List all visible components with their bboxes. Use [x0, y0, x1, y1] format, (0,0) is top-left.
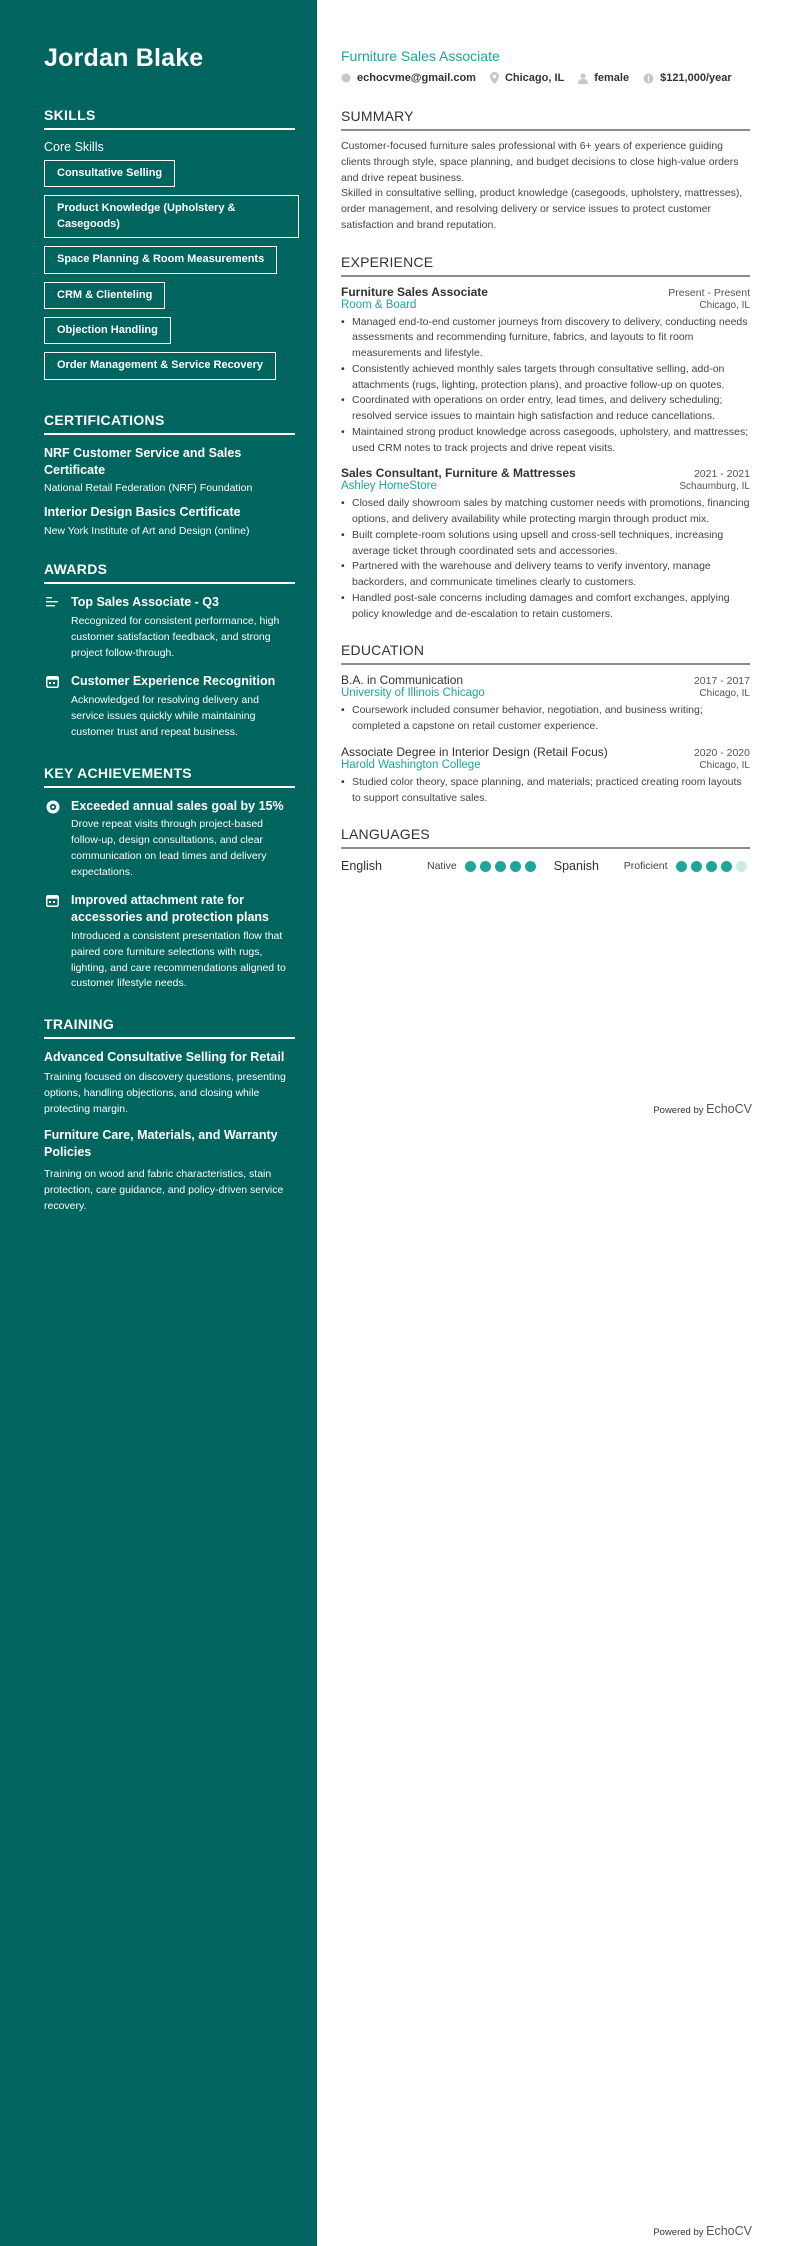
- award-item: [44, 594, 295, 661]
- rating-dot-filled: [510, 861, 521, 872]
- experience-entry: [341, 466, 750, 622]
- achievements-section: [44, 765, 295, 993]
- education-bullets: [341, 775, 750, 807]
- degree-name: Associate Degree in Interior Design (Retail Focus): [341, 744, 608, 759]
- main-content: [317, 0, 794, 2246]
- achievement-desc: Introduced a consistent presentation flow that paired core furniture selections with rugs, lighting, and care recommendations aligned to customer lifestyle needs.: [71, 930, 286, 990]
- contact-location: [490, 72, 564, 84]
- rating-dot-filled: [495, 861, 506, 872]
- school-location: Chicago, IL: [699, 688, 750, 700]
- language-item: [341, 859, 536, 873]
- summary-paragraph: Skilled in consultative selling, product knowledge (casegoods, upholstery, mattresses), order management, and resolving delivery or service issues to protect customer satisfaction and brand reputation.: [341, 187, 743, 231]
- awards-section: [44, 561, 295, 740]
- education-section: [341, 642, 750, 806]
- email-icon: [341, 73, 351, 83]
- gender-text: female: [594, 72, 630, 84]
- language-name: English: [341, 859, 382, 874]
- rating-dot-filled: [480, 861, 491, 872]
- training-heading: TRAINING: [44, 1016, 295, 1039]
- languages-list: [341, 857, 750, 873]
- award-desc: Acknowledged for resolving delivery and service issues quickly while maintaining customer trust and repeat business.: [71, 694, 259, 738]
- contact-salary: [643, 72, 732, 84]
- certification-name: NRF Customer Service and Sales Certificate: [44, 445, 242, 477]
- rating-dot-filled: [525, 861, 536, 872]
- job-bullet: • Consistently achieved monthly sales targets through consultative selling, add-on attachments (rugs, lighting, protection plans), and proactive follow-up on quotes.: [341, 362, 750, 394]
- certification-org: New York Institute of Art and Design (online): [44, 525, 250, 538]
- language-level: Native: [427, 860, 457, 873]
- powered-by-footer: [653, 1102, 752, 1116]
- candidate-name: Jordan Blake: [44, 44, 204, 72]
- language-rating: [676, 861, 747, 872]
- job-bullet: • Maintained strong product knowledge across casegoods, upholstery, and mattresses; used CRM notes to track projects and drive repeat visits.: [341, 425, 750, 457]
- language-name: Spanish: [553, 859, 599, 874]
- achievements-heading: KEY ACHIEVEMENTS: [44, 765, 295, 788]
- skills-section: [44, 107, 295, 388]
- school-name: Harold Washington College: [341, 758, 481, 771]
- experience-heading: EXPERIENCE: [341, 254, 750, 277]
- salary-text: $121,000/year: [660, 72, 732, 84]
- education-bullet: • Studied color theory, space planning, and materials; practiced creating room layouts to support consultative sales.: [341, 775, 750, 807]
- job-bullet: • Closed daily showroom sales by matching customer needs with promotions, financing options, and delivery availability while protecting margin through product mix.: [341, 496, 750, 528]
- rating-dot-filled: [706, 861, 717, 872]
- languages-heading: LANGUAGES: [341, 826, 750, 849]
- language-item: [554, 859, 747, 873]
- award-desc: Recognized for consistent performance, high customer satisfaction feedback, and strong project follow-through.: [71, 615, 280, 659]
- skill-chip: Space Planning & Room Measurements: [44, 246, 277, 273]
- job-dates: Present - Present: [668, 286, 750, 299]
- experience-entry: [341, 285, 750, 457]
- certification-name: Interior Design Basics Certificate: [44, 505, 241, 520]
- powered-by-footer: [653, 2224, 752, 2238]
- training-desc: Training on wood and fabric characteristics, stain protection, care guidance, and policy-driven service recovery.: [44, 1168, 284, 1212]
- job-bullet: • Handled post-sale concerns including damages and comfort exchanges, applying policy knowledge and de-escalation to retain customers.: [341, 591, 750, 623]
- achievement-desc: Drove repeat visits through project-based follow-up, design consultations, and clear communication on lead times and delivery expectations.: [71, 818, 267, 878]
- training-title: Furniture Care, Materials, and Warranty Policies: [44, 1128, 278, 1160]
- certification-org: National Retail Federation (NRF) Foundation: [44, 482, 253, 495]
- target-icon: [44, 798, 61, 881]
- contact-email: [341, 72, 476, 84]
- job-bullets: [341, 496, 750, 622]
- achievement-item: [44, 798, 295, 881]
- summary-heading: SUMMARY: [341, 108, 750, 131]
- education-heading: EDUCATION: [341, 642, 750, 665]
- skill-chip: Product Knowledge (Upholstery & Casegoods): [44, 195, 299, 238]
- location-pin-icon: [490, 72, 499, 84]
- education-bullets: [341, 703, 750, 735]
- rating-dot-empty: [736, 861, 747, 872]
- rating-dot-filled: [676, 861, 687, 872]
- skill-chip: CRM & Clienteling: [44, 282, 165, 309]
- job-company: Room & Board: [341, 298, 417, 311]
- school-location: Chicago, IL: [699, 759, 750, 771]
- summary-paragraph: Customer-focused furniture sales professional with 6+ years of experience guiding clients through style, space planning, and budget decisions to close high-value orders and drive repeat business.: [341, 140, 739, 184]
- degree-name: B.A. in Communication: [341, 673, 464, 688]
- skill-chip: Objection Handling: [44, 317, 171, 344]
- person-icon: [578, 73, 588, 84]
- skill-chip: Consultative Selling: [44, 160, 175, 187]
- training-section: [44, 1016, 295, 1161]
- location-text: Chicago, IL: [504, 72, 565, 84]
- training-title: Advanced Consultative Selling for Retail: [44, 1050, 285, 1065]
- training-desc: Training focused on discovery questions, presenting options, handling objections, and closing while protecting margin.: [44, 1071, 286, 1115]
- job-role: Sales Consultant, Furniture & Mattresses: [341, 466, 576, 481]
- email-text: echocvme@gmail.com: [357, 72, 476, 84]
- calendar-icon: [44, 892, 61, 992]
- calendar-icon: [44, 673, 61, 740]
- job-location: Chicago, IL: [699, 299, 750, 311]
- job-bullets: [341, 315, 750, 457]
- language-level: Proficient: [623, 860, 668, 873]
- languages-section: [341, 826, 750, 873]
- achievement-title: Exceeded annual sales goal by 15%: [71, 798, 284, 813]
- certifications-heading: CERTIFICATIONS: [44, 412, 295, 435]
- brand-logo: EchoCV: [706, 1102, 752, 1116]
- education-entry: [341, 745, 750, 807]
- job-location: Schaumburg, IL: [679, 481, 750, 493]
- skills-heading: SKILLS: [44, 107, 295, 130]
- contact-bar: [341, 72, 750, 84]
- skill-chip: Order Management & Service Recovery: [44, 352, 276, 379]
- rating-dot-filled: [691, 861, 702, 872]
- education-dates: 2020 - 2020: [693, 746, 750, 759]
- brand-logo: EchoCV: [706, 2224, 752, 2238]
- awards-heading: AWARDS: [44, 561, 295, 584]
- job-bullet: • Coordinated with operations on order entry, lead times, and delivery scheduling; resolved service issues to maintain high satisfaction and reduce cancellations.: [341, 393, 750, 425]
- achievement-item: [44, 892, 295, 992]
- job-company: Ashley HomeStore: [341, 480, 437, 493]
- powered-label: Powered by: [653, 2227, 704, 2238]
- language-rating: [465, 861, 536, 872]
- job-bullet: • Partnered with the warehouse and delivery teams to verify inventory, manage backorders, and communicate timelines clearly to customers.: [341, 559, 750, 591]
- award-title: Top Sales Associate - Q3: [71, 595, 219, 610]
- job-bullet: • Built complete-room solutions using upsell and cross-sell techniques, increasing average ticket through coordinated sets and accessories.: [341, 528, 750, 560]
- job-title: Furniture Sales Associate: [341, 48, 500, 64]
- certifications-section: [44, 412, 295, 538]
- rating-dot-filled: [465, 861, 476, 872]
- summary-section: [341, 108, 750, 234]
- job-dates: 2021 - 2021: [693, 468, 750, 481]
- experience-section: [341, 254, 750, 623]
- job-bullet: • Managed end-to-end customer journeys from discovery to delivery, conducting needs assessments and recommending furniture, fabrics, and layouts to fit room measurements and lifestyle.: [341, 315, 750, 362]
- bars-icon: [44, 594, 61, 661]
- award-item: [44, 673, 295, 740]
- education-dates: 2017 - 2017: [693, 675, 750, 688]
- award-title: Customer Experience Recognition: [71, 674, 276, 689]
- school-name: University of Illinois Chicago: [341, 687, 485, 700]
- job-role: Furniture Sales Associate: [341, 284, 488, 299]
- sidebar: [0, 0, 317, 2246]
- contact-gender: [578, 72, 629, 84]
- skills-subheading: Core Skills: [44, 140, 104, 154]
- education-bullet: • Coursework included consumer behavior, negotiation, and business writing; completed a capstone on retail customer experience.: [341, 703, 750, 735]
- rating-dot-filled: [721, 861, 732, 872]
- achievement-title: Improved attachment rate for accessories and protection plans: [71, 893, 269, 925]
- powered-label: Powered by: [653, 1105, 704, 1116]
- education-entry: [341, 673, 750, 735]
- money-icon: [643, 73, 654, 84]
